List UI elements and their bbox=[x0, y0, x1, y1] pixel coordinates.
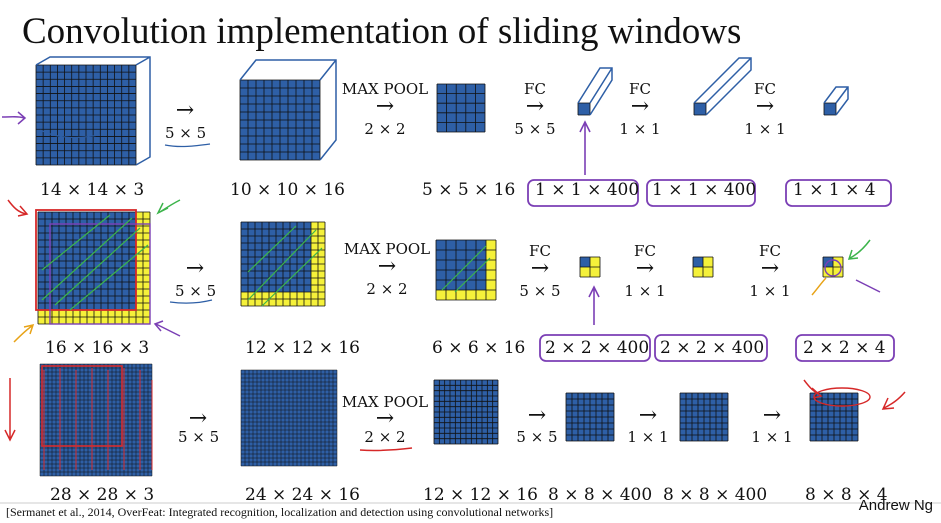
row3-red-down-arrow bbox=[5, 378, 15, 440]
row1-fc2-label: FC bbox=[629, 80, 651, 98]
row2-green-arrow bbox=[158, 200, 180, 213]
row3-pool-label: MAX POOL bbox=[341, 393, 429, 411]
row1-pool-arrow: → bbox=[375, 94, 395, 119]
row2-fc2-dim: 2 × 2 × 400 bbox=[660, 338, 765, 358]
row3-pool-underline bbox=[360, 448, 412, 450]
row2-input-dim: 16 × 16 × 3 bbox=[45, 338, 150, 358]
row2-pool-arrow: → bbox=[377, 254, 397, 279]
row2-fc1-label: FC bbox=[529, 242, 551, 260]
row2-fc3-size: 1 × 1 bbox=[749, 282, 791, 300]
row2-pool-size: 2 × 2 bbox=[366, 280, 408, 298]
row3-fc1-dim: 8 × 8 × 400 bbox=[548, 485, 653, 505]
row1-fc3-dim: 1 × 1 × 4 bbox=[793, 180, 876, 200]
row2-fc1-size: 5 × 5 bbox=[519, 282, 561, 300]
row2-conv-dim: 12 × 12 × 16 bbox=[245, 338, 360, 358]
row1-input-grid bbox=[36, 65, 136, 165]
row2-fc3-dim: 2 × 2 × 4 bbox=[803, 338, 886, 358]
row1-fc3-cell bbox=[824, 103, 836, 115]
row2-fc1-arrow: → bbox=[530, 256, 550, 281]
row2-conv-underline bbox=[170, 300, 212, 303]
row1-pool-size: 2 × 2 bbox=[364, 120, 406, 138]
row1-fc1-label: FC bbox=[524, 80, 546, 98]
slide-title: Convolution implementation of sliding windows bbox=[22, 11, 742, 52]
row3-fc1-grid bbox=[566, 393, 614, 441]
row2-fc2-grid bbox=[693, 257, 713, 277]
row2-fc1-dim: 2 × 2 × 400 bbox=[545, 338, 650, 358]
row2-fc3-purple-arrow bbox=[856, 280, 880, 292]
row3-conv-dim: 24 × 24 × 16 bbox=[245, 485, 360, 505]
row2-pool-label: MAX POOL bbox=[343, 240, 431, 258]
row2-fc3-green-arrow bbox=[849, 240, 870, 259]
row3-pool-arrow: → bbox=[375, 406, 395, 431]
row2-fc2-size: 1 × 1 bbox=[624, 282, 666, 300]
row3-conv-arrow: → bbox=[188, 406, 208, 431]
row1-conv-underline bbox=[165, 144, 210, 147]
row3-fc3-dim: 8 × 8 × 4 bbox=[805, 485, 888, 505]
row3-fc3-arrow: → bbox=[762, 403, 782, 428]
row1-fc1-pointer bbox=[580, 122, 590, 175]
row1-fc2-dim: 1 × 1 × 400 bbox=[652, 180, 757, 200]
row3-fc2-arrow: → bbox=[638, 403, 658, 428]
row3-fc2-size: 1 × 1 bbox=[627, 428, 669, 446]
row3-fc3-grid bbox=[810, 393, 858, 441]
row1-fc1-dim: 1 × 1 × 400 bbox=[535, 180, 640, 200]
row3-input-grid bbox=[40, 364, 152, 476]
row1-fc3-arrow: → bbox=[755, 94, 775, 119]
row1-conv-grid bbox=[240, 80, 320, 160]
row3-fc1-arrow: → bbox=[527, 403, 547, 428]
row2-input-grid bbox=[38, 212, 150, 324]
row3-conv-label: 5 × 5 bbox=[178, 428, 220, 446]
row1-side-arrow bbox=[2, 112, 25, 124]
row3-fc2-dim: 8 × 8 × 400 bbox=[663, 485, 768, 505]
row2-fc3-yellow-arrow bbox=[812, 278, 826, 295]
row2-fc1-grid bbox=[580, 257, 600, 277]
row2-conv-label: 5 × 5 bbox=[175, 282, 217, 300]
row2-fc1-pointer bbox=[589, 287, 599, 325]
row1-conv-label: 5 × 5 bbox=[165, 124, 207, 142]
row3-input-dim: 28 × 28 × 3 bbox=[50, 485, 155, 505]
citation: [Sermanet et al., 2014, OverFeat: Integrated recognition, localization and detection using convolutional networks] bbox=[6, 505, 554, 519]
author-name: Andrew Ng bbox=[858, 497, 933, 514]
row2-pool-dim: 6 × 6 × 16 bbox=[432, 338, 526, 358]
row3-fc3-size: 1 × 1 bbox=[751, 428, 793, 446]
row1-input-dim: 14 × 14 × 3 bbox=[40, 180, 145, 200]
row1-fc2-size: 1 × 1 bbox=[619, 120, 661, 138]
row2-conv-arrow: → bbox=[185, 256, 205, 281]
row2-fc2-label: FC bbox=[634, 242, 656, 260]
row1-pool-label: MAX POOL bbox=[341, 80, 429, 98]
row1-conv-dim: 10 × 10 × 16 bbox=[230, 180, 345, 200]
row1-conv-arrow: → bbox=[175, 98, 195, 123]
row2-fc3-label: FC bbox=[759, 242, 781, 260]
row1-pool-dim: 5 × 5 × 16 bbox=[422, 180, 516, 200]
row2-red-arrow bbox=[8, 200, 27, 216]
row1-fc1-size: 5 × 5 bbox=[514, 120, 556, 138]
row3-pool-grid bbox=[434, 380, 498, 444]
row3-pool-dim: 12 × 12 × 16 bbox=[423, 485, 538, 505]
row2-yellow-arrow bbox=[14, 325, 33, 342]
row3-conv-grid bbox=[241, 370, 337, 466]
row2-pool-grid bbox=[436, 240, 496, 300]
row2-purple-arrow bbox=[155, 321, 180, 336]
row1-fc1-cell bbox=[578, 103, 590, 115]
row3-fc2-grid bbox=[680, 393, 728, 441]
row1-fc3-size: 1 × 1 bbox=[744, 120, 786, 138]
row2-fc3-arrow: → bbox=[760, 256, 780, 281]
row3-pool-size: 2 × 2 bbox=[364, 428, 406, 446]
row1-fc2-arrow: → bbox=[630, 94, 650, 119]
row1-fc1-arrow: → bbox=[525, 94, 545, 119]
row3-fc1-size: 5 × 5 bbox=[516, 428, 558, 446]
row1-fc3-label: FC bbox=[754, 80, 776, 98]
row3-right-red-arrow bbox=[883, 392, 905, 409]
row1-fc2-cell bbox=[694, 103, 706, 115]
row1-pool-grid bbox=[437, 84, 485, 132]
row2-fc2-arrow: → bbox=[635, 256, 655, 281]
